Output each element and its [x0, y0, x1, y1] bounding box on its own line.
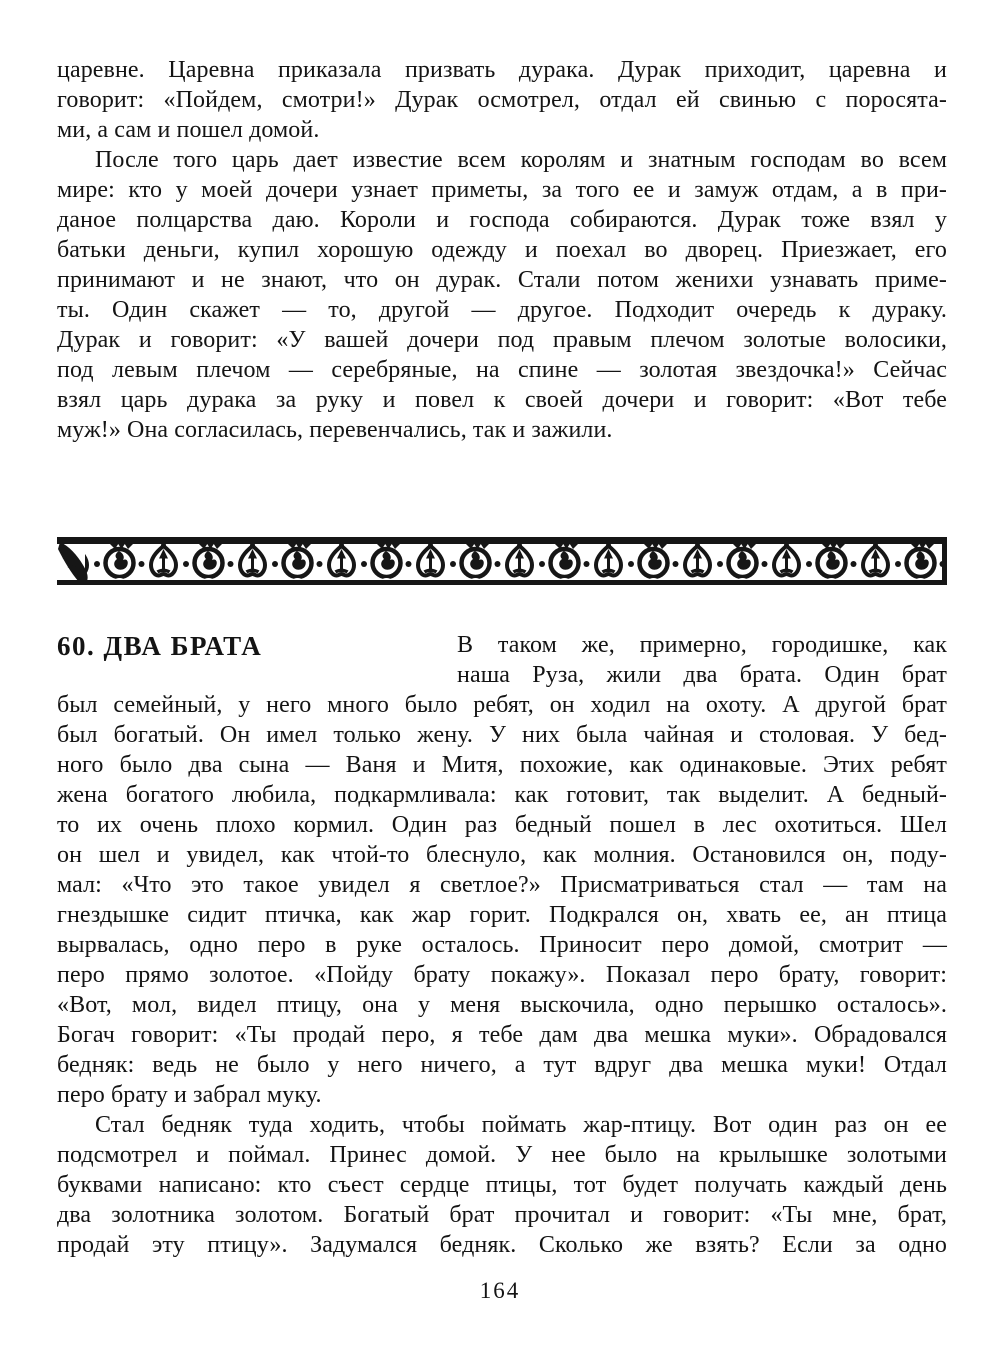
- previous-tale-text: [57, 55, 947, 445]
- tale-60-text: [57, 630, 947, 1260]
- tale-intro-column: [457, 630, 947, 690]
- text-line: царевне. Царевна приказала призвать дурака. Дурак приходит, царевна и: [57, 57, 947, 83]
- text-line: он шел и увидел, как чтой-то блеснуло, как молния. Остановился он, поду-: [57, 842, 947, 868]
- text-line: жена богатого любила, подкармливала: как готовит, так выделит. А бедный-: [57, 782, 947, 808]
- text-line: перо брату и забрал муку.: [57, 1082, 322, 1108]
- text-line: мал: «Что это такое увидел я светлое?» Присматриваться стал — там на: [57, 872, 947, 898]
- text-line: то их очень плохо кормил. Один раз бедный пошел в лес охотиться. Шел: [57, 812, 947, 838]
- page-number: 164: [479, 1278, 521, 1303]
- text-line: ного было два сына — Ваня и Митя, похожие, как одинаковые. Этих ребят: [57, 752, 947, 778]
- text-line: муж!» Она согласилась, перевенчались, так и зажили.: [57, 417, 613, 443]
- text-line: В таком же, примерно, городишке, как: [457, 632, 947, 658]
- ornament-band-divider: [57, 537, 947, 585]
- text-line: батьки деньги, купил хорошую одежду и поехал во дворец. Приезжает, его: [57, 237, 947, 263]
- text-line: два золотника золотом. Богатый брат прочитал и говорит: «Ты мне, брат,: [57, 1202, 947, 1228]
- text-line: «Вот, мол, видел птицу, она у меня выскочила, одно перышко осталось».: [57, 992, 947, 1018]
- text-line: под левым плечом — серебряные, на спине — золотая звездочка!» Сейчас: [57, 357, 947, 383]
- text-line: перо прямо золотое. «Пойду брату покажу». Показал перо брату, говорит:: [57, 962, 947, 988]
- text-line: ми, а сам и пошел домой.: [57, 117, 320, 143]
- ornament-band-icon: [57, 537, 947, 585]
- text-line: подсмотрел и поймал. Принес домой. У нее было на крылышке золотыми: [57, 1142, 947, 1168]
- tale-heading-row: [57, 630, 947, 690]
- text-line: говорит: «Пойдем, смотри!» Дурак осмотрел, отдал ей свинью с поросята-: [57, 87, 947, 113]
- text-line: гнездышке сидит птичка, как жар горит. Подкрался он, хвать ее, ан птица: [57, 902, 947, 928]
- text-line: взял царь дурака за руку и повел к своей дочери и говорит: «Вот тебе: [57, 387, 947, 413]
- text-line: вырвалась, одно перо в руке осталось. Приносит перо домой, смотрит —: [57, 932, 947, 958]
- text-line: Дурак и говорит: «У вашей дочери под правым плечом золотые волосики,: [57, 327, 947, 353]
- text-line: мире: кто у моей дочери узнает приметы, за того ее и замуж отдам, а в при-: [57, 177, 947, 203]
- text-line: был богатый. Он имел только жену. У них была чайная и столовая. У бед-: [57, 722, 947, 748]
- text-line: бедняк: ведь не было у него ничего, а тут вдруг два мешка муки! Отдал: [57, 1052, 947, 1078]
- text-line: После того царь дает известие всем королям и знатным господам во всем: [95, 147, 947, 173]
- tale-title: 60. ДВА БРАТА: [57, 631, 263, 661]
- text-line: наша Руза, жили два брата. Один брат: [457, 662, 947, 688]
- text-line: Стал бедняк туда ходить, чтобы поймать жар-птицу. Вот один раз он ее: [95, 1112, 947, 1138]
- text-line: ты. Один скажет — то, другой — другое. Подходит очередь к дураку.: [57, 297, 947, 323]
- text-line: Богач говорит: «Ты продай перо, я тебе дам два мешка муки». Обрадовался: [57, 1022, 947, 1048]
- text-line: буквами написано: кто съест сердце птицы, тот будет получать каждый день: [57, 1172, 947, 1198]
- text-line: даное полцарства даю. Короли и господа собираются. Дурак тоже взял у: [57, 207, 947, 233]
- text-line: продай эту птицу». Задумался бедняк. Сколько же взять? Если за одно: [57, 1232, 947, 1258]
- text-line: был семейный, у него много было ребят, он ходил на охоту. А другой брат: [57, 692, 947, 718]
- text-line: принимают и не знают, что он дурак. Стали потом женихи узнавать приме-: [57, 267, 947, 293]
